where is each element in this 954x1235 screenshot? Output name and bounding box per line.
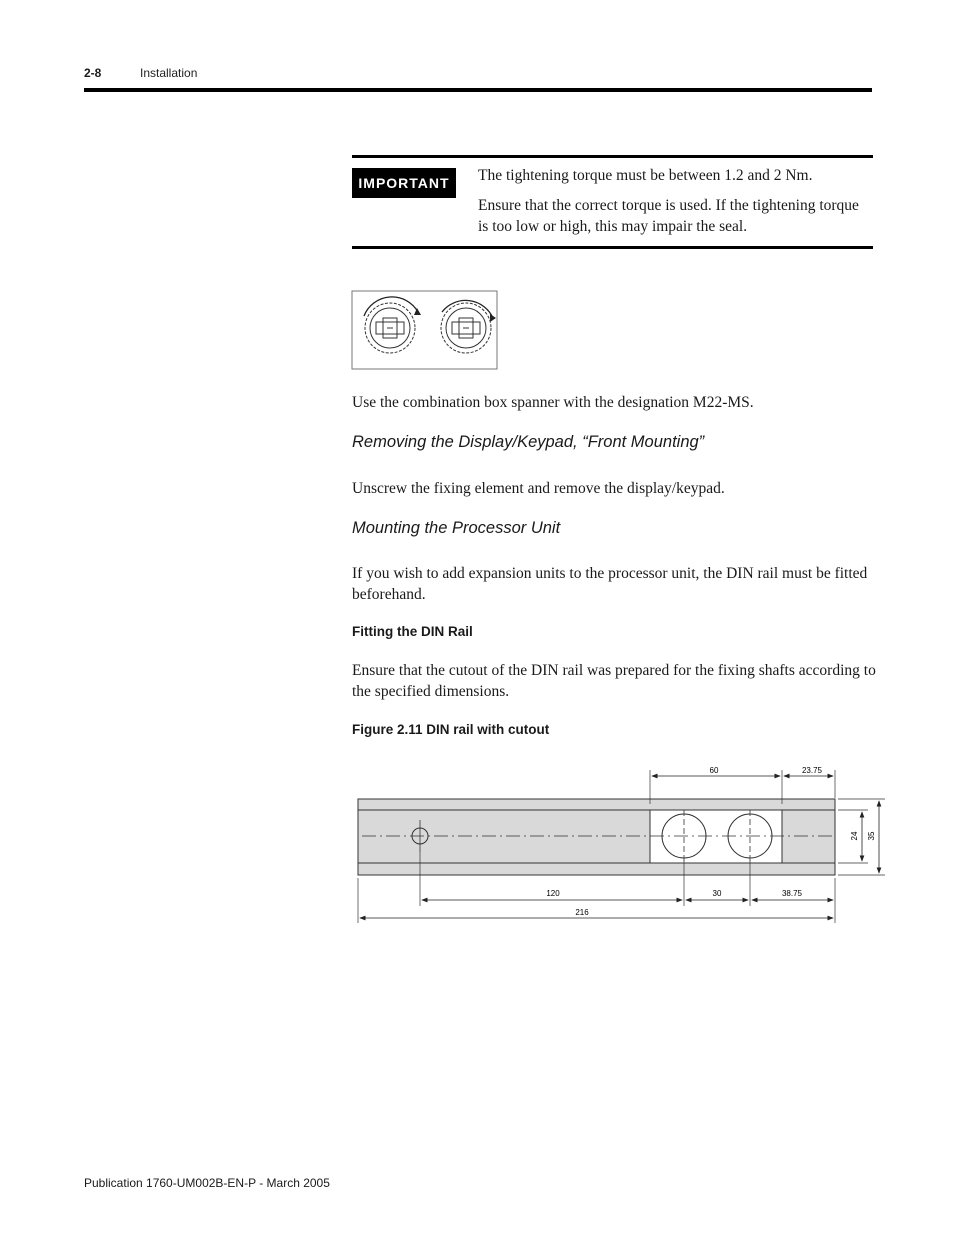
section-name: Installation bbox=[140, 66, 198, 80]
knob-right-icon bbox=[441, 300, 496, 353]
dim-216: 216 bbox=[575, 908, 589, 917]
important-top-rule bbox=[352, 155, 873, 158]
important-text-1: The tightening torque must be between 1.2 and 2 Nm. bbox=[478, 167, 813, 184]
mounting-text: If you wish to add expansion units to the processor unit, the DIN rail must be fitted beforehand. bbox=[352, 565, 868, 603]
dim-120: 120 bbox=[546, 889, 560, 898]
spanner-illustration bbox=[350, 288, 500, 372]
important-text-2: Ensure that the correct torque is used. If the tightening torque is too low or high, this may impair the seal. bbox=[478, 197, 859, 235]
din-rail-drawing bbox=[350, 760, 890, 930]
dim-23-75: 23.75 bbox=[801, 766, 823, 775]
page-footer: Publication 1760-UM002B-EN-P - March 2005 bbox=[84, 1176, 330, 1190]
page-number: 2-8 bbox=[84, 66, 102, 80]
fitting-heading: Fitting the DIN Rail bbox=[352, 624, 473, 639]
knob-left-icon bbox=[364, 297, 421, 353]
figure-caption: Figure 2.11 DIN rail with cutout bbox=[352, 722, 550, 737]
dim-60: 60 bbox=[709, 766, 719, 775]
mounting-heading: Mounting the Processor Unit bbox=[352, 519, 561, 537]
removing-text: Unscrew the fixing element and remove the display/keypad. bbox=[352, 480, 725, 497]
dim-35: 35 bbox=[867, 831, 876, 841]
dim-24: 24 bbox=[850, 831, 859, 841]
important-bottom-rule bbox=[352, 246, 873, 249]
important-badge: IMPORTANT bbox=[352, 168, 456, 198]
spanner-text: Use the combination box spanner with the designation M22-MS. bbox=[352, 394, 754, 411]
dim-30: 30 bbox=[712, 889, 722, 898]
page-header bbox=[84, 66, 198, 80]
removing-heading: Removing the Display/Keypad, “Front Mounting” bbox=[352, 433, 705, 451]
dim-38-75: 38.75 bbox=[781, 889, 803, 898]
fitting-text: Ensure that the cutout of the DIN rail was prepared for the fixing shafts according to the specified dimensions. bbox=[352, 662, 876, 700]
header-rule bbox=[84, 88, 872, 92]
